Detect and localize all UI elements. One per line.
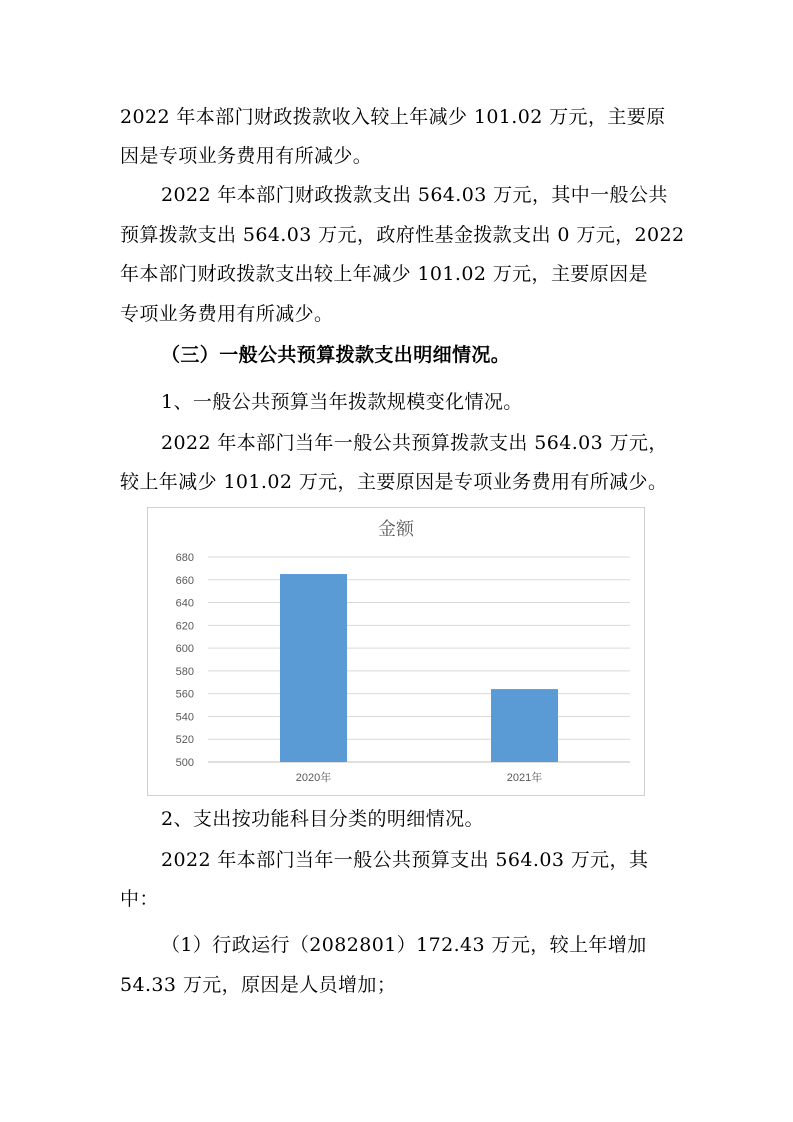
y-tick-label: 680 bbox=[175, 552, 194, 564]
paragraph-line: 2022 年本部门当年一般公共预算拨款支出 564.03 万元， bbox=[161, 432, 668, 454]
chart-title: 金额 bbox=[378, 519, 414, 539]
paragraph-line: （1）行政运行（2082801）172.43 万元，较上年增加 bbox=[161, 934, 647, 956]
y-tick-label: 580 bbox=[175, 665, 194, 678]
y-tick-label: 660 bbox=[175, 574, 194, 587]
chart-x-axis bbox=[296, 770, 542, 784]
subsection-heading: 1、一般公共预算当年拨款规模变化情况。 bbox=[161, 391, 523, 413]
section-heading: （三）一般公共预算拨款支出明细情况。 bbox=[161, 344, 511, 366]
x-tick-label: 2021年 bbox=[506, 772, 543, 784]
subsection-heading: 2、支出按功能科目分类的明细情况。 bbox=[161, 808, 484, 830]
paragraph-line: 54.33 万元，原因是人员增加； bbox=[120, 974, 397, 996]
paragraph-line: 2022 年本部门财政拨款支出 564.03 万元，其中一般公共 bbox=[161, 184, 668, 206]
paragraph-line: 专项业务费用有所减少。 bbox=[120, 303, 334, 325]
paragraph-line: 预算拨款支出 564.03 万元，政府性基金拨款支出 0 万元，2022 bbox=[120, 224, 685, 246]
bar-2021年 bbox=[491, 689, 558, 762]
paragraph-line: 2022 年本部门财政拨款收入较上年减少 101.02 万元，主要原 bbox=[120, 106, 666, 128]
x-tick-label: 2020年 bbox=[295, 772, 332, 784]
paragraph-line: 中： bbox=[120, 888, 159, 910]
chart-y-axis bbox=[176, 552, 194, 769]
y-tick-label: 640 bbox=[175, 597, 194, 610]
y-tick-label: 560 bbox=[175, 688, 194, 701]
y-tick-label: 500 bbox=[175, 757, 194, 769]
paragraph-line: 因是专项业务费用有所减少。 bbox=[120, 145, 373, 167]
y-tick-label: 520 bbox=[175, 734, 194, 747]
chart-gridlines bbox=[208, 557, 630, 762]
paragraph-line: 年本部门财政拨款支出较上年减少 101.02 万元，主要原因是 bbox=[120, 263, 648, 285]
y-tick-label: 600 bbox=[175, 643, 194, 656]
paragraph-line: 较上年减少 101.02 万元，主要原因是专项业务费用有所减少。 bbox=[120, 471, 668, 493]
bar-chart bbox=[147, 507, 645, 796]
y-tick-label: 620 bbox=[175, 620, 194, 633]
y-tick-label: 540 bbox=[175, 711, 194, 724]
paragraph-line: 2022 年本部门当年一般公共预算支出 564.03 万元，其 bbox=[161, 849, 649, 871]
bar-chart-svg bbox=[148, 508, 644, 795]
bar-2020年 bbox=[280, 574, 347, 762]
